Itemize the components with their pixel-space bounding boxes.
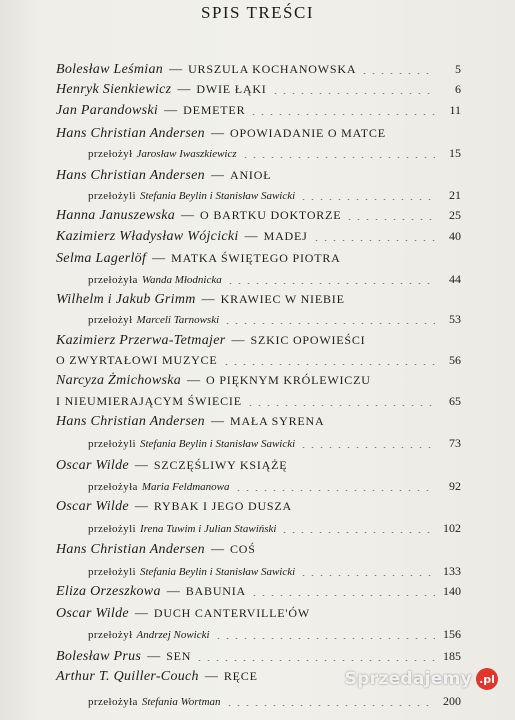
dot-leader	[225, 705, 435, 706]
toc-entry	[56, 539, 461, 559]
dot-leader	[299, 199, 435, 200]
entry-author: Hans Christian Andersen	[56, 542, 205, 557]
entry-dash: —	[164, 102, 178, 117]
entry-author: Henryk Sienkiewicz	[56, 82, 172, 97]
entry-dash: —	[187, 372, 201, 387]
dot-leader	[312, 240, 435, 241]
translator-name: Andrzej Nowicki	[136, 629, 210, 641]
toc-line	[88, 185, 461, 205]
toc-line	[88, 691, 461, 711]
entry-page-number: 133	[443, 564, 461, 578]
entry-dash: —	[204, 668, 218, 683]
toc-line	[88, 561, 461, 581]
dot-leader	[195, 660, 435, 661]
toc-line	[88, 476, 461, 496]
entry-dash: —	[134, 605, 148, 620]
dot-leader	[226, 283, 435, 284]
entry-dash: —	[181, 207, 195, 222]
entry-page-number: 140	[443, 584, 461, 598]
translator-name: Wanda Młodnicka	[141, 274, 222, 286]
translator-name: Jarosław Iwaszkiewicz	[136, 148, 237, 160]
toc-entry	[56, 646, 461, 666]
translator-label: przełożyła	[88, 696, 138, 708]
toc-entry	[56, 411, 461, 431]
toc-entry	[56, 330, 461, 350]
entry-title: RĘCE	[223, 669, 258, 683]
entry-author: Narcyza Żmichowska	[56, 373, 182, 388]
entry-title: O BARTKU DOKTORZE	[200, 208, 342, 222]
toc-entry	[56, 205, 461, 225]
toc-line	[88, 269, 461, 289]
entry-author: Hans Christian Andersen	[56, 168, 205, 183]
entry-title: URSZULA KOCHANOWSKA	[188, 62, 357, 76]
entry-dash: —	[152, 250, 166, 265]
entry-page-number: 73	[449, 436, 461, 450]
entry-author: Bolesław Leśmian	[56, 62, 164, 77]
entry-author: Oscar Wilde	[56, 606, 129, 621]
translator-name: Marceli Tarnowski	[136, 314, 220, 326]
entry-author: Hanna Januszewska	[56, 208, 176, 223]
entry-page-number: 92	[449, 479, 461, 493]
entry-page-number: 21	[449, 188, 461, 202]
dot-leader	[299, 447, 435, 448]
toc-line	[56, 391, 461, 411]
entry-page-number: 5	[455, 62, 461, 76]
dot-leader	[280, 532, 435, 533]
entry-title: COŚ	[230, 542, 256, 556]
entry-author: Kazimierz Przerwa-Tetmajer	[56, 333, 226, 348]
entry-page-number: 185	[443, 649, 461, 663]
entry-author: Hans Christian Andersen	[56, 126, 205, 141]
entry-page-number: 53	[449, 312, 461, 326]
translator-name: Stefania Beylin i Stanisław Sawicki	[139, 566, 296, 578]
toc-line	[88, 309, 461, 329]
entry-title: MADEJ	[263, 229, 308, 243]
entry-page-number: 25	[449, 208, 461, 222]
entry-author: Selma Lagerlöf	[56, 251, 147, 266]
dot-leader	[246, 405, 435, 406]
entry-dash: —	[211, 125, 224, 140]
dot-leader	[222, 364, 436, 365]
translator-label: przełożył	[88, 148, 133, 160]
translator-name: Stefania Beylin i Stanisław Sawicki	[139, 438, 296, 450]
entry-author: Bolesław Prus	[56, 649, 142, 664]
page-title: SPIS TREŚCI	[200, 3, 315, 22]
toc-entry	[56, 496, 461, 516]
translator-name: Irena Tuwim i Julian Stawiński	[139, 523, 277, 535]
entry-title-continued: I NIEUMIERAJĄCYM ŚWIECIE	[56, 394, 242, 408]
entry-page-number: 102	[443, 521, 461, 535]
entry-page-number: 156	[443, 627, 461, 641]
toc-line	[56, 350, 461, 370]
entry-page-number: 200	[443, 694, 461, 708]
entry-title: SEN	[166, 649, 192, 663]
dot-leader	[345, 219, 435, 220]
entry-title: O PIĘKNYM KRÓLEWICZU	[206, 373, 371, 387]
entry-author: Oscar Wilde	[56, 499, 129, 514]
toc-entry	[56, 455, 461, 475]
entry-dash: —	[177, 81, 191, 96]
entry-dash: —	[166, 583, 180, 598]
entry-title: BABUNIA	[185, 584, 247, 598]
toc-entry	[56, 226, 461, 246]
entry-dash: —	[134, 498, 148, 513]
entry-title: DWIE ŁĄKI	[196, 82, 267, 96]
dot-leader	[234, 490, 435, 491]
entry-page-number: 40	[449, 229, 461, 243]
entry-title: ANIOŁ	[230, 168, 272, 182]
translator-label: przełożyli	[88, 438, 136, 450]
dot-leader	[271, 93, 435, 94]
toc-entry	[56, 123, 461, 143]
translator-label: przełożyła	[88, 481, 138, 493]
translator-label: przełożył	[88, 629, 133, 641]
toc-entry	[56, 370, 461, 390]
entry-title: MATKA ŚWIĘTEGO PIOTRA	[171, 251, 341, 265]
toc-entry	[56, 79, 461, 99]
entry-author: Eliza Orzeszkowa	[56, 584, 161, 599]
entry-dash: —	[231, 332, 245, 347]
entry-dash: —	[211, 413, 224, 428]
entry-dash: —	[211, 541, 224, 556]
entry-author: Kazimierz Władysław Wójcicki	[56, 229, 239, 244]
toc-line	[88, 624, 461, 644]
translator-label: przełożyli	[88, 523, 136, 535]
entry-title: DEMETER	[183, 103, 246, 117]
watermark	[318, 664, 498, 694]
translator-label: przełożyła	[88, 274, 138, 286]
entry-dash: —	[169, 61, 183, 76]
dot-leader	[214, 638, 435, 639]
entry-page-number: 15	[449, 146, 461, 160]
entry-title-continued: O ZWYRTAŁOWI MUZYCE	[56, 353, 218, 367]
entry-title: DUCH CANTERVILLE'ÓW	[153, 606, 310, 620]
toc-entry	[56, 603, 461, 623]
entry-dash: —	[147, 648, 161, 663]
entry-title: SZKIC OPOWIEŚCI	[250, 333, 366, 347]
toc-entry	[56, 248, 461, 268]
entry-title: OPOWIADANIE O MATCE	[230, 126, 386, 140]
dot-leader	[360, 73, 435, 74]
entry-author: Wilhelm i Jakub Grimm	[56, 292, 196, 307]
translator-label: przełożyli	[88, 566, 136, 578]
translator-label: przełożył	[88, 314, 133, 326]
toc-entry	[56, 165, 461, 185]
entry-page-number: 44	[449, 272, 461, 286]
dot-leader	[241, 157, 435, 158]
entry-author: Hans Christian Andersen	[56, 414, 205, 429]
dot-leader	[250, 595, 435, 596]
entry-author: Jan Parandowski	[56, 103, 159, 118]
entry-dash: —	[244, 228, 258, 243]
watermark-text: Sprzedajemy	[344, 669, 472, 689]
entry-title: KRAWIEC W NIEBIE	[220, 292, 345, 306]
entry-title: RYBAK I JEGO DUSZA	[153, 499, 292, 513]
entry-page-number: 65	[449, 394, 461, 408]
toc-entry	[56, 100, 461, 120]
watermark-badge-icon: .pl	[476, 668, 498, 690]
entry-title: MAŁA SYRENA	[230, 414, 325, 428]
dot-leader	[249, 114, 435, 115]
entry-author: Arthur T. Quiller-Couch	[56, 669, 199, 684]
entry-dash: —	[134, 457, 148, 472]
entry-dash: —	[211, 167, 224, 182]
entry-page-number: 6	[455, 82, 461, 96]
toc-entry	[56, 581, 461, 601]
translator-name: Stefania Wortman	[141, 696, 221, 708]
dot-leader	[299, 575, 435, 576]
entry-page-number: 11	[449, 103, 461, 117]
entry-author: Oscar Wilde	[56, 458, 129, 473]
entry-dash: —	[201, 291, 215, 306]
entry-page-number: 56	[449, 353, 461, 367]
toc-line	[88, 433, 461, 453]
toc-entry	[56, 289, 461, 309]
translator-name: Stefania Beylin i Stanisław Sawicki	[139, 190, 296, 202]
toc-line	[88, 143, 461, 163]
translator-label: przełożyli	[88, 190, 136, 202]
dot-leader	[223, 323, 435, 324]
toc-entry	[56, 59, 461, 79]
toc-line	[88, 518, 461, 538]
entry-title: SZCZĘŚLIWY KSIĄŻĘ	[153, 458, 288, 472]
translator-name: Maria Feldmanowa	[141, 481, 230, 493]
